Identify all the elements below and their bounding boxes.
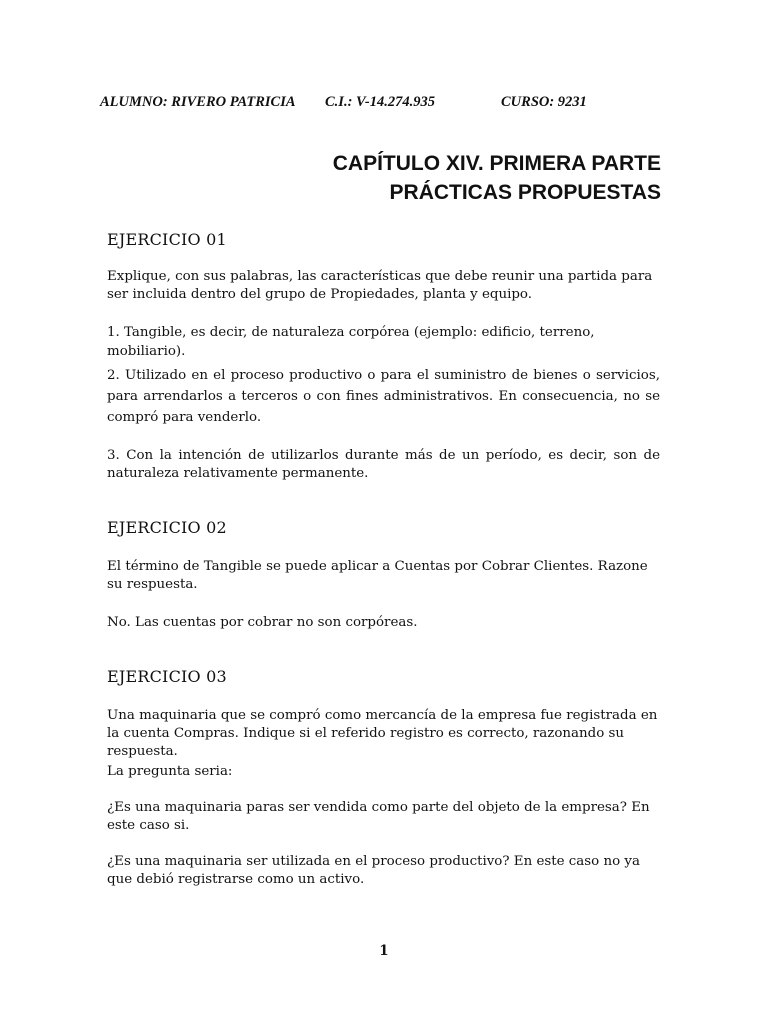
exercise-1-answer-1: 1. Tangible, es decir, de naturaleza corpórea (ejemplo: edificio, terreno, mobiliario). <box>107 325 595 359</box>
exercise-3-heading: EJERCICIO 03 <box>107 667 227 686</box>
exercise-3-intro: La pregunta seria: <box>107 764 233 779</box>
student-id: C.I.: V-14.274.935 <box>325 94 435 110</box>
exercise-3-answer-1: ¿Es una maquinaria paras ser vendida como parte del objeto de la empresa? En este caso si. <box>107 800 650 833</box>
exercise-3-question: Una maquinaria que se compró como mercancía de la empresa fue registrada en la cuenta Compras. Indique si el referido registro es correcto, razonando su respuesta. <box>107 708 658 759</box>
exercise-1-answer-3: 3. Con la intención de utilizarlos durante más de un período, es decir, son de naturaleza relativamente permanente. <box>107 448 660 481</box>
exercise-1-question: Explique, con sus palabras, las características que debe reunir una partida para ser incluida dentro del grupo de Propiedades, planta y equipo. <box>107 269 653 302</box>
exercise-1-answer-2: 2. Utilizado en el proceso productivo o para el suministro de bienes o servicios, para arrendarlos a terceros o con fines administrativos. En consecuencia, no se compró para venderlo. <box>107 368 660 425</box>
exercise-3-answer-2: ¿Es una maquinaria ser utilizada en el proceso productivo? En este caso no ya que debió registrarse como un activo. <box>107 854 640 887</box>
student-name: ALUMNO: RIVERO PATRICIA <box>100 94 296 110</box>
exercise-2-heading: EJERCICIO 02 <box>107 518 227 537</box>
page-number: 1 <box>379 943 389 959</box>
exercise-2-question: El término de Tangible se puede aplicar a Cuentas por Cobrar Clientes. Razone su respuesta. <box>107 559 648 592</box>
course-code: CURSO: 9231 <box>501 94 587 110</box>
exercise-1-heading: EJERCICIO 01 <box>107 230 227 249</box>
chapter-title: CAPÍTULO XIV. PRIMERA PARTE <box>332 152 661 175</box>
chapter-subtitle: PRÁCTICAS PROPUESTAS <box>389 181 661 204</box>
exercise-2-answer: No. Las cuentas por cobrar no son corpóreas. <box>107 615 418 630</box>
